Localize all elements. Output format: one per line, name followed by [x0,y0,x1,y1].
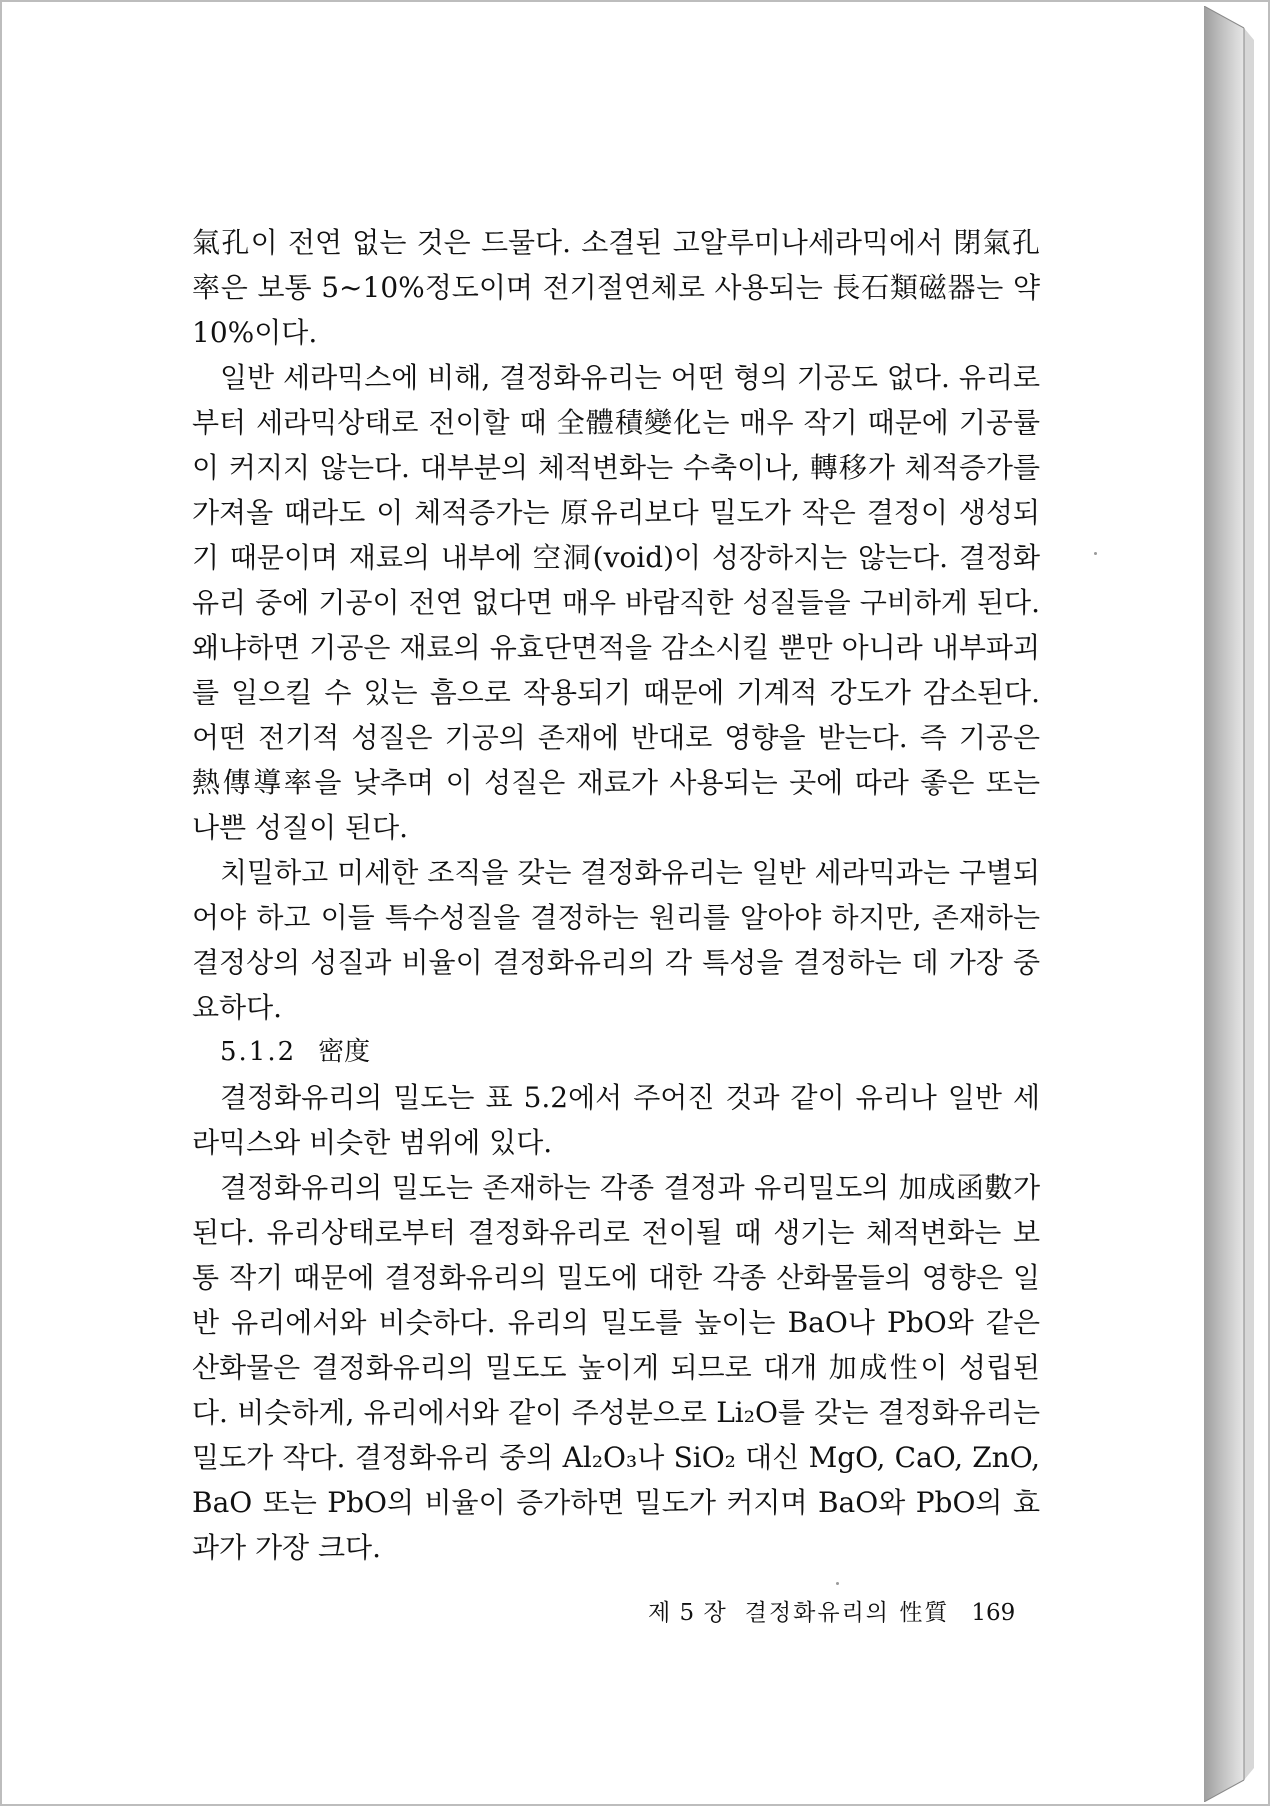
section-paragraph-1: 결정화유리의 밀도는 표 5.2에서 주어진 것과 같이 유리나 일반 세라믹스와 비슷한 범위에 있다. [192,1081,1040,1159]
footer-chapter: 제 5 장 [648,1600,727,1626]
paragraph-3: 치밀하고 미세한 조직을 갖는 결정화유리는 일반 세라믹과는 구별되어야 하고 이들 특수성질을 결정하는 원리를 알아야 하지만, 존재하는 결정상의 성질과 비율이 결정화유리의 각 특성을 결정하는 데 가장 중요하다. [192,856,1040,1024]
footer-title: 결정화유리의 性質 [744,1600,950,1626]
paragraph-1: 氣孔이 전연 없는 것은 드물다. 소결된 고알루미나세라믹에서 閉氣孔率은 보통 5~10%정도이며 전기절연체로 사용되는 長石類磁器는 약 10%이다. [192,226,1040,349]
section-number: 5.1.2 [220,1037,297,1067]
book-page [6,6,1204,1802]
paragraph-2: 일반 세라믹스에 비해, 결정화유리는 어떤 형의 기공도 없다. 유리로부터 세라믹상태로 전이할 때 全體積變化는 매우 작기 때문에 기공률이 커지지 않는다. 대부분의 체적변화는 수축이나, 轉移가 체적증가를 가져올 때라도 이 체적증가는 原유리보다 밀도가 작은 결정이 생성되기 때문이며 재료의 내부에 空洞(void)이 성장하지는 않는다. 결정화유리 중에 기공이 전연 없다면 매우 바람직한 성질들을 구비하게 된다. 왜냐하면 기공은 재료의 유효단면적을 감소시킬 뿐만 아니라 내부파괴를 일으킬 수 있는 흠으로 작용되기 때문에 기계적 강도가 감소된다. 어떤 전기적 성질은 기공의 존재에 반대로 영향을 받는다. 즉 기공은 熱傳導率을 낮추며 이 성질은 재료가 사용되는 곳에 따라 좋은 또는 나쁜 성질이 된다. [192,361,1040,844]
scan-speck [1094,552,1097,555]
scan-speck [836,1582,839,1585]
section-paragraph-2: 결정화유리의 밀도는 존재하는 각종 결정과 유리밀도의 加成函數가 된다. 유리상태로부터 결정화유리로 전이될 때 생기는 체적변화는 보통 작기 때문에 결정화유리의 밀도에 대한 각종 산화물들의 영향은 일반 유리에서와 비슷하다. 유리의 밀도를 높이는 BaO나 PbO와 같은 산화물은 결정화유리의 밀도도 높이게 되므로 대개 加成性이 성립된다. 비슷하게, 유리에서와 같이 주성분으로 Li₂O를 갖는 결정화유리는 밀도가 작다. 결정화유리 중의 Al₂O₃나 SiO₂ 대신 MgO, CaO, ZnO, BaO 또는 PbO의 비율이 증가하면 밀도가 커지며 BaO와 PbO의 효과가 가장 크다. [192,1171,1040,1564]
section-title: 密度 [318,1037,371,1067]
page-body [192,220,1040,1570]
page-stack-graphic [1204,6,1266,1802]
page-edge-shadow [1204,6,1266,1802]
section-heading [192,1030,1040,1075]
page-footer [648,1598,1068,1628]
page-number: 169 [971,1600,1016,1626]
